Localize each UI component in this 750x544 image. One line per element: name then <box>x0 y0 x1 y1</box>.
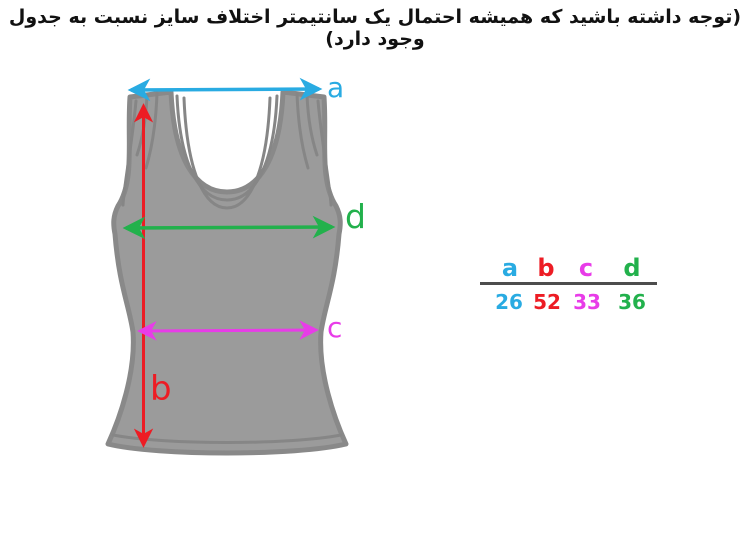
size-table-header-a: a <box>501 254 519 282</box>
measure-arrow-c <box>140 330 316 331</box>
measure-label-a: a <box>327 71 345 104</box>
size-table-header-b: b <box>537 254 555 282</box>
size-table <box>478 254 660 314</box>
size-table-rule <box>480 282 657 285</box>
size-table-value-b: 52 <box>533 290 561 314</box>
measure-arrow-d <box>126 227 332 228</box>
measure-label-d: d <box>345 197 366 236</box>
measure-label-b: b <box>150 369 172 409</box>
size-table-value-a: 26 <box>495 290 523 314</box>
measure-label-c: c <box>327 311 343 344</box>
note-text: (توجه داشته باشید که همیشه احتمال یک سانتیمتر اختلاف سایز نسبت به جدول وجود دارد) <box>8 6 742 50</box>
size-table-header-c: c <box>578 254 594 282</box>
size-table-header-d: d <box>623 254 641 282</box>
measure-arrow-a <box>131 89 319 90</box>
size-table-value-d: 36 <box>618 290 646 314</box>
size-table-value-c: 33 <box>573 290 601 314</box>
